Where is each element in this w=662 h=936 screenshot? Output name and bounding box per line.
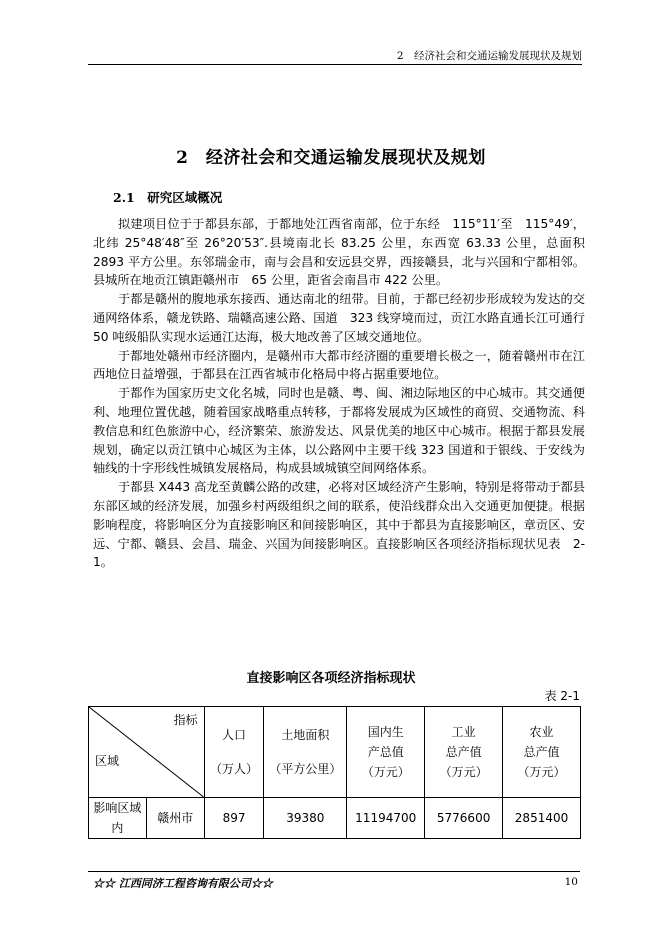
col-name: 国内生 — [367, 725, 404, 739]
table-title: 直接影响区各项经济指标现状 — [246, 671, 416, 686]
diagonal-header-cell — [89, 707, 205, 798]
col-unit: （平方公里） — [269, 762, 342, 776]
col-name-line2: 总产值 — [523, 745, 560, 759]
footer-divider — [88, 871, 580, 872]
paragraph-historic-city: 于都作为国家历史文化名城，同时也是赣、粤、闽、湘边际地区的中心城市。其交通便利、地理位置优越，随着国家战略重点转移，于都将发展成为区域性的商贸、交通物流、科教信息和红色旅游中心，经济繁荣、旅游发达、风景优美的地区中心城市。根据于都县发展规划，确定以贡江镇中心城区为主体，以公路网中主要干线 323 国道和于银线、于安线为轴线的十字形线性城镇发展格局，构成县域城镇空间网络体系。 — [93, 386, 585, 476]
col-name: 人口 — [222, 728, 247, 742]
section-title: 2.1 研究区域概况 — [113, 190, 223, 205]
cell-land-area: 39380 — [264, 798, 347, 839]
cell-gdp: 11194700 — [347, 798, 425, 839]
header-divider — [88, 64, 582, 65]
chapter-title: 2 经济社会和交通运输发展现状及规划 — [176, 148, 486, 168]
footer-company: ☆☆ 江西同济工程咨询有限公司☆☆ — [93, 877, 273, 890]
col-unit: （万人） — [210, 762, 259, 776]
diag-label-region: 区域 — [95, 754, 120, 768]
col-header-land-area — [264, 707, 347, 798]
col-header-agricultural-output — [503, 707, 581, 798]
paragraph-economic-circle: 于都地处赣州市经济圈内，是赣州市大都市经济圈的重要增长极之一，随着赣州市在江西地位日益增强，于都县在江西省城市化格局中将占据重要地位。 — [93, 348, 585, 382]
table-number: 表 2-1 — [544, 689, 580, 703]
body-text — [93, 215, 585, 572]
table-header-row — [89, 707, 581, 798]
page-number: 10 — [564, 876, 578, 888]
col-name: 工业 — [451, 725, 476, 739]
running-header: 2 经济社会和交通运输发展现状及规划 — [396, 50, 582, 62]
col-header-gdp — [347, 707, 425, 798]
diag-label-indicator: 指标 — [173, 713, 198, 727]
row-region-cell: 赣州市 — [146, 798, 204, 839]
col-header-population — [204, 707, 264, 798]
paragraph-impact-zones: 于都县 X443 高龙至黄麟公路的改建，必将对区域经济产生影响，特别是将带动于都县东部区域的经济发展，加强乡村两级组织之间的联系，使沿线群众出入交通更加便捷。根据影响程度，将影响区分为直接影响区和间接影响区，其中于都县为直接影响区，章贡区、安远、宁都、赣县、会昌、瑞金、兴国为间接影响区。直接影响区各项经济指标现状见表 2-1。 — [93, 480, 585, 570]
cell-industrial-output: 5776600 — [425, 798, 503, 839]
row-group-cell: 影响区域内 — [89, 798, 147, 839]
cell-agricultural-output: 2851400 — [503, 798, 581, 839]
paragraph-location: 拟建项目位于于都县东部，于都地处江西省南部，位于东经 115°11′至 115°49′，北纬 25°48′48″至 26°20′53″.县境南北长 83.25 公里，东西宽 63.33 公里，总面积 2893 平方公里。东邻瑞金市，南与会昌和安远县交界，西接赣县，北与兴国和宁都相邻。县城所在地贡江镇距赣州市 65 公里，距省会南昌市 422 公里。 — [93, 217, 585, 288]
col-unit: （万元） — [439, 765, 488, 779]
col-name-line2: 产总值 — [367, 745, 404, 759]
paragraph-transport: 于都是赣州的腹地承东接西、通达南北的纽带。目前，于都已经初步形成较为发达的交通网络体系，赣龙铁路、瑞赣高速公路、国道 323 线穿境而过，贡江水路直通长江可通行 50 吨级船队实现水运通江达海，极大地改善了区域交通地位。 — [93, 292, 585, 344]
table-row — [89, 798, 581, 839]
col-header-industrial-output — [425, 707, 503, 798]
economic-indicators-table — [88, 706, 581, 839]
col-name-line2: 总产值 — [445, 745, 482, 759]
cell-population: 897 — [204, 798, 264, 839]
col-name: 土地面积 — [281, 728, 330, 742]
col-name: 农业 — [529, 725, 554, 739]
col-unit: （万元） — [517, 765, 566, 779]
col-unit: （万元） — [361, 765, 410, 779]
